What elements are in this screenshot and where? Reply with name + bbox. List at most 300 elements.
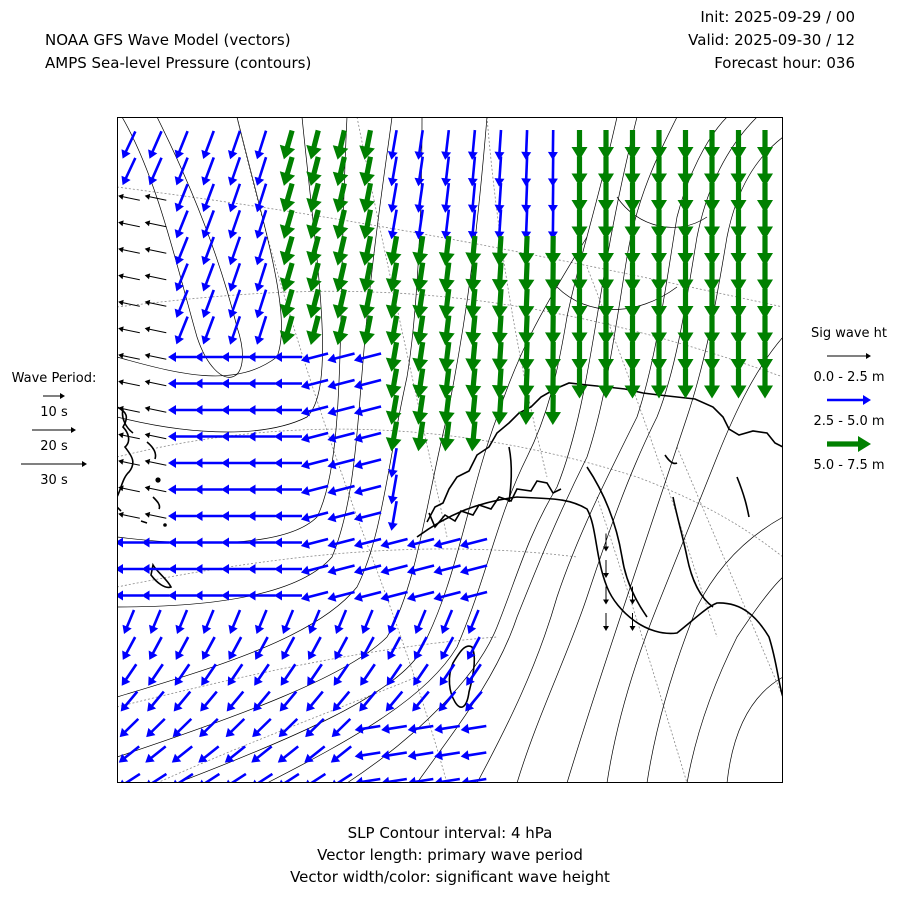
wave-vector — [651, 316, 667, 346]
wave-vector — [465, 395, 481, 425]
wave-vector — [439, 262, 455, 292]
wave-vector — [412, 315, 428, 345]
wave-vector — [306, 130, 321, 160]
wave-vector — [598, 157, 614, 187]
wave-vector — [388, 183, 398, 213]
wave-vector — [117, 591, 143, 601]
wave-vector — [176, 610, 189, 635]
wave-vector — [195, 352, 223, 362]
wave-vector — [704, 263, 720, 293]
wave-vector — [354, 538, 382, 549]
wave-vector — [492, 315, 508, 345]
wave-vector — [388, 501, 398, 531]
wave-vector — [651, 157, 667, 187]
wave-vector — [280, 183, 295, 213]
wave-vector — [354, 432, 382, 443]
wave-vector — [148, 131, 163, 159]
wave-vector — [439, 289, 455, 319]
wave-vector — [359, 183, 375, 213]
wave-vector — [221, 379, 249, 389]
wave-vector — [412, 368, 428, 398]
wave-vector — [168, 591, 196, 601]
wave-vector — [415, 130, 425, 160]
island-dot — [155, 477, 160, 482]
wave-vector — [388, 475, 398, 505]
wave-vector — [413, 664, 429, 686]
wave-vector — [354, 485, 382, 496]
wave-vector — [145, 406, 167, 413]
wave-vector — [408, 750, 434, 760]
wave-vector — [308, 610, 321, 635]
wave-vector — [168, 379, 196, 389]
wave-vector — [122, 157, 137, 185]
wave-vector — [274, 458, 302, 468]
init-time: Init: 2025-09-29 / 00 — [700, 8, 855, 26]
wave-vector — [441, 610, 454, 635]
wave-vector — [757, 210, 773, 240]
wave-vector — [468, 209, 478, 239]
wave-vector — [625, 263, 641, 293]
wave-vector — [468, 130, 478, 160]
wave-vector — [334, 636, 348, 660]
wave-vector — [704, 236, 720, 266]
wave-vector — [415, 210, 425, 240]
wave-vector — [333, 156, 349, 186]
wave-vector — [274, 591, 302, 601]
wave-vector — [201, 290, 215, 319]
wave-vector — [625, 342, 641, 372]
wave-vector — [248, 485, 276, 495]
wave-vector — [228, 183, 241, 212]
wave-vector — [221, 405, 249, 415]
wave-vector — [678, 289, 694, 319]
wave-vector — [414, 610, 427, 635]
wave-vector — [625, 157, 641, 187]
wave-vector — [355, 724, 381, 734]
wave-vector — [827, 436, 871, 452]
wave-vector — [359, 156, 375, 186]
wave-vector — [274, 379, 302, 389]
wave-vector — [117, 538, 143, 548]
wave-vector — [145, 273, 167, 280]
wave-vector — [548, 210, 558, 240]
wave-vector — [386, 368, 402, 398]
wave-vector — [142, 564, 170, 574]
wave-vector — [386, 289, 402, 319]
wave-vector — [145, 745, 166, 762]
wave-vector — [229, 610, 242, 635]
wave-vector — [359, 236, 375, 266]
wave-vector — [731, 289, 747, 319]
height-arrow-small — [799, 343, 899, 369]
wave-vector — [248, 352, 276, 362]
wave-vector — [414, 636, 428, 660]
wave-vector — [146, 718, 166, 737]
wave-vector — [678, 369, 694, 399]
wave-vector — [168, 432, 196, 442]
wave-vector — [518, 315, 534, 345]
wave-vector — [118, 273, 140, 280]
wave-vector — [280, 156, 295, 186]
wave-vector — [625, 210, 641, 240]
wave-vector — [221, 432, 249, 442]
wave-vector — [460, 591, 488, 602]
wave-vector — [201, 184, 215, 213]
wave-vector — [281, 664, 297, 686]
wave-vector — [121, 691, 139, 712]
wave-vector — [386, 342, 402, 372]
wave-vector — [678, 236, 694, 266]
wave-vector — [304, 773, 327, 783]
wave-vector — [757, 316, 773, 346]
wave-vector — [731, 369, 747, 399]
wave-vector — [731, 263, 747, 293]
wave-vector — [255, 130, 268, 159]
wave-vector — [495, 183, 505, 213]
wave-vector — [118, 379, 140, 386]
wave-vector — [201, 237, 215, 266]
wave-vector — [119, 745, 140, 762]
wave-vector — [521, 183, 531, 213]
contour-interval-note: SLP Contour interval: 4 hPa — [347, 824, 553, 842]
wave-vector — [201, 263, 215, 292]
wave-vector — [731, 130, 747, 160]
wave-height-legend — [798, 325, 900, 475]
wave-vector — [228, 236, 241, 265]
wave-vector — [518, 262, 534, 292]
wave-vector — [118, 326, 140, 333]
height-label-small: 0.0 - 2.5 m — [813, 370, 885, 385]
wave-vector — [142, 538, 170, 548]
wave-vector — [412, 395, 428, 425]
wave-vector — [168, 511, 196, 521]
wave-vector — [545, 263, 561, 293]
wave-vector — [306, 236, 321, 266]
wave-vector — [492, 289, 508, 319]
wave-period-title: Wave Period: — [11, 371, 97, 386]
wave-vector — [731, 236, 747, 266]
wave-vector — [651, 130, 667, 160]
wave-vector — [354, 511, 382, 522]
wave-vector — [334, 664, 350, 686]
wave-vector — [518, 395, 534, 425]
wave-vector — [145, 247, 167, 254]
wave-vector — [386, 691, 404, 712]
wave-vector — [757, 263, 773, 293]
wave-vector — [386, 315, 402, 345]
wave-vector — [172, 745, 193, 762]
wave-vector — [465, 421, 481, 451]
wave-vector — [651, 236, 667, 266]
wave-vector — [518, 289, 534, 319]
wave-vector — [678, 157, 694, 187]
wave-vector — [174, 691, 192, 712]
wave-vector — [468, 156, 478, 186]
wave-vector — [195, 379, 223, 389]
model-title: NOAA GFS Wave Model (vectors) — [45, 31, 291, 49]
wave-vector — [280, 130, 295, 160]
period-arrow-10s — [4, 388, 104, 404]
wave-vector — [827, 395, 871, 405]
wave-vector — [175, 664, 191, 686]
wave-vector — [145, 326, 167, 333]
wave-vector — [465, 289, 481, 319]
wave-vector — [331, 745, 352, 762]
wave-vector — [201, 131, 215, 160]
wave-vector — [168, 352, 196, 362]
wave-vector — [228, 157, 241, 186]
wave-vector — [221, 485, 249, 495]
wave-vector — [651, 342, 667, 372]
wave-vector — [548, 130, 558, 160]
wave-vector — [282, 610, 295, 635]
wave-vector — [354, 458, 382, 469]
wave-vector — [465, 315, 481, 345]
wave-vector — [308, 636, 322, 660]
wave-vector — [175, 237, 189, 265]
wave-vector — [630, 613, 636, 631]
wave-vector — [327, 352, 355, 363]
wave-vector — [145, 353, 167, 360]
header-left — [45, 31, 311, 77]
wave-vector — [492, 262, 508, 292]
wave-vector — [492, 236, 508, 266]
wave-vector — [461, 724, 487, 734]
wave-vector — [201, 157, 215, 186]
wave-vector — [255, 236, 268, 265]
wave-vector — [572, 130, 588, 160]
wave-vector — [412, 262, 428, 292]
wave-vector — [195, 485, 223, 495]
wave-vector — [380, 564, 408, 575]
wave-vector — [327, 458, 355, 469]
wave-vector — [145, 379, 167, 386]
wave-vector — [175, 131, 189, 159]
wave-vector — [598, 369, 614, 399]
wave-vector — [439, 342, 455, 372]
wave-vector — [439, 315, 455, 345]
wave-vector — [195, 432, 223, 442]
wave-vector — [123, 610, 136, 635]
wave-vector — [521, 157, 531, 187]
wave-vector — [518, 368, 534, 398]
height-arrow-large — [799, 431, 899, 457]
wave-vector — [301, 379, 329, 390]
height-arrow-medium — [799, 387, 899, 413]
height-label-large: 5.0 - 7.5 m — [813, 458, 885, 473]
wave-vector — [333, 209, 349, 239]
wave-vector — [118, 459, 140, 466]
wave-vector — [412, 236, 428, 266]
wave-vector — [333, 262, 349, 292]
wave-vector — [415, 157, 425, 187]
wave-vector — [175, 210, 189, 238]
wave-vector — [598, 183, 614, 213]
wave-vector — [280, 236, 295, 266]
wave-vector — [495, 156, 505, 186]
vector-length-note: Vector length: primary wave period — [317, 846, 583, 864]
wave-height-title: Sig wave ht — [810, 326, 887, 341]
wave-vector — [492, 395, 508, 425]
wave-vector — [333, 183, 349, 213]
wave-vector — [360, 664, 376, 686]
wave-vector — [827, 353, 871, 359]
wave-vector — [386, 395, 402, 425]
wave-vector — [301, 591, 329, 602]
wave-vector — [333, 289, 349, 319]
wave-vector — [281, 636, 295, 660]
wave-vector — [227, 691, 245, 712]
wave-vector — [280, 289, 295, 319]
period-label-20s: 20 s — [40, 439, 68, 454]
wave-vector — [678, 263, 694, 293]
wave-vector — [441, 210, 451, 240]
wave-vector — [388, 610, 401, 635]
wave-vector — [280, 209, 295, 239]
wave-vector — [254, 664, 270, 686]
wave-vector — [118, 194, 140, 201]
wave-vector — [651, 263, 667, 293]
forecast-hour: Forecast hour: 036 — [714, 54, 855, 72]
wave-vector — [248, 379, 276, 389]
period-label-30s: 30 s — [40, 473, 68, 488]
wave-vector — [280, 315, 295, 345]
wave-vector — [280, 691, 298, 712]
wave-vector — [678, 316, 694, 346]
wave-vector — [388, 157, 398, 187]
wave-vector — [757, 236, 773, 266]
wave-vector — [518, 236, 534, 266]
wave-vector — [228, 289, 241, 318]
wave-vector — [521, 210, 531, 240]
wave-vector — [651, 183, 667, 213]
wave-vector — [118, 220, 140, 227]
wave-vector — [354, 564, 382, 575]
period-arrow-20s — [4, 422, 104, 438]
wave-vector — [354, 591, 382, 602]
wave-vector — [274, 405, 302, 415]
wave-vector — [757, 183, 773, 213]
wave-vector — [412, 342, 428, 372]
wave-vector — [625, 316, 641, 346]
wave-vector — [548, 157, 558, 187]
wave-vector — [598, 236, 614, 266]
wave-vector — [465, 236, 481, 266]
wave-vector — [757, 342, 773, 372]
wave-vector — [327, 591, 355, 602]
wave-vector — [118, 485, 140, 492]
wave-vector — [461, 750, 487, 760]
wave-vector — [518, 342, 534, 372]
wave-vector — [175, 263, 189, 291]
wave-vector — [255, 610, 268, 635]
wave-vector — [168, 405, 196, 415]
wave-vector — [327, 538, 355, 549]
wave-vector — [441, 183, 451, 213]
wave-vector — [221, 538, 249, 548]
wave-vector — [145, 432, 167, 439]
wave-vector — [603, 613, 609, 631]
wave-vector — [545, 316, 561, 346]
wave-vector — [200, 691, 218, 712]
wave-vector — [278, 745, 299, 762]
wave-vector — [598, 263, 614, 293]
wave-vector — [731, 316, 747, 346]
wave-vector — [354, 379, 382, 390]
wave-vector — [274, 432, 302, 442]
wave-vector — [625, 130, 641, 160]
wave-vector — [757, 130, 773, 160]
wave-vector — [678, 130, 694, 160]
wave-vector — [441, 157, 451, 187]
wave-vector — [175, 290, 189, 318]
wave-vector — [355, 750, 381, 760]
wave-vector — [195, 458, 223, 468]
wave-vector — [301, 564, 329, 575]
wave-vector — [255, 263, 268, 292]
wave-vector — [149, 610, 162, 635]
wave-vector — [145, 300, 167, 307]
wave-vector — [625, 289, 641, 319]
wave-vector — [333, 236, 349, 266]
vector-width-note: Vector width/color: significant wave height — [290, 868, 610, 886]
wave-vector — [361, 636, 375, 660]
wave-vector — [415, 183, 425, 213]
wave-vector — [439, 236, 455, 266]
wave-vector — [120, 718, 140, 737]
wave-vector — [43, 393, 65, 399]
wave-vector — [548, 183, 558, 213]
wave-vector — [306, 289, 321, 319]
wave-vector — [145, 194, 167, 201]
wave-vector — [335, 610, 348, 635]
wave-vector — [168, 458, 196, 468]
wave-vector — [228, 130, 241, 159]
wave-vector — [195, 538, 223, 548]
wave-vector — [468, 183, 478, 213]
wave-vector — [122, 131, 137, 159]
wave-vector — [274, 564, 302, 574]
wave-vector — [327, 432, 355, 443]
wave-vector — [248, 511, 276, 521]
wave-vector — [301, 432, 329, 443]
wave-vector — [407, 564, 435, 575]
wave-vector — [354, 405, 382, 416]
wave-vector — [301, 458, 329, 469]
wave-vector — [386, 421, 402, 451]
wave-vector — [248, 564, 276, 574]
wave-vector — [306, 209, 321, 239]
wave-vector — [195, 564, 223, 574]
wave-vector — [301, 405, 329, 416]
island-dot — [163, 523, 167, 527]
wave-vector — [327, 379, 355, 390]
wave-vector — [147, 691, 165, 712]
wave-vector — [248, 405, 276, 415]
wave-vector — [221, 458, 249, 468]
wave-vector — [305, 718, 325, 737]
wave-vector — [274, 485, 302, 495]
wave-vector — [572, 289, 588, 319]
wave-vector — [248, 432, 276, 442]
wave-vector — [168, 538, 196, 548]
wave-vector — [201, 316, 215, 345]
wave-vector — [117, 564, 143, 574]
wave-map — [117, 117, 783, 783]
wave-vector — [465, 691, 483, 712]
wave-vector — [441, 130, 451, 160]
wave-vector — [572, 183, 588, 213]
